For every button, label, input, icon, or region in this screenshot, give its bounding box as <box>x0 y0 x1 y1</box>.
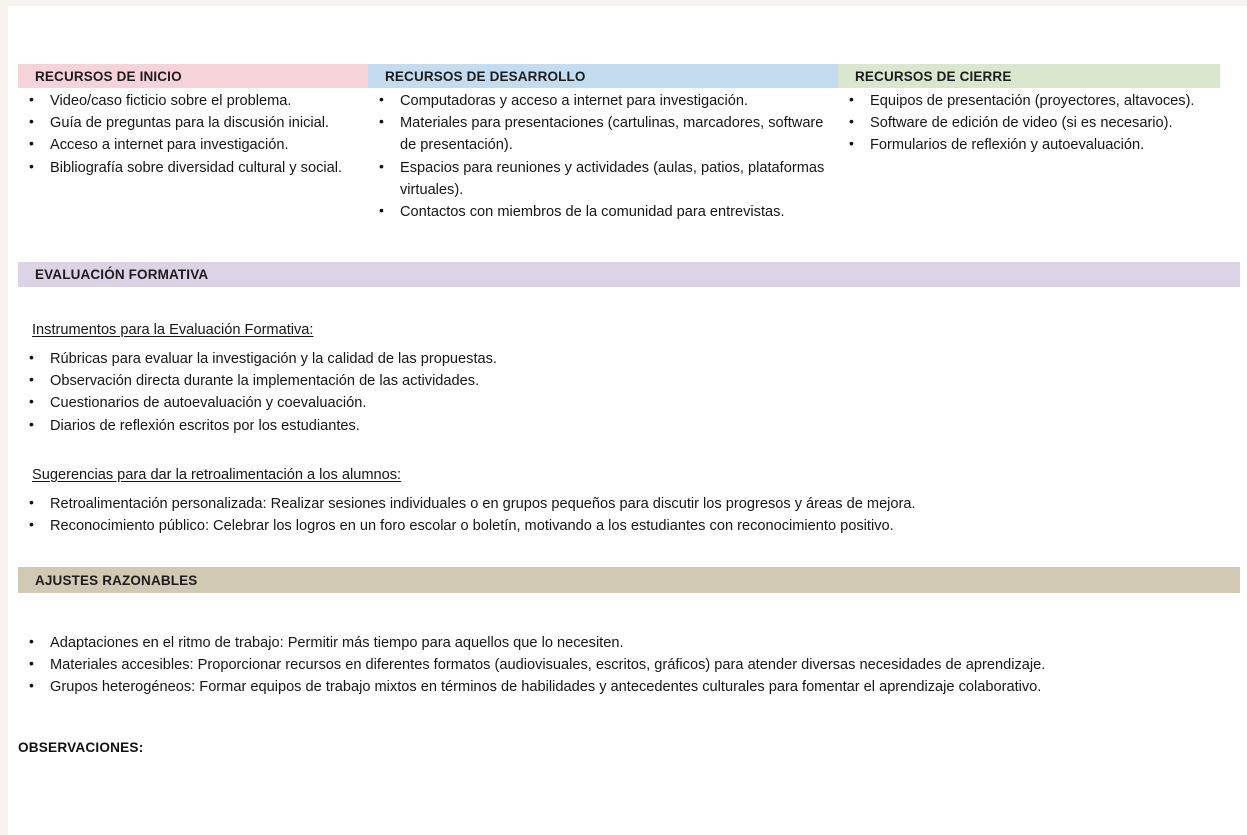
band-recursos-desarrollo <box>368 64 838 88</box>
band-title-evaluacion-formativa: EVALUACIÓN FORMATIVA <box>35 267 209 282</box>
band-ajustes-razonables <box>18 567 1240 593</box>
evaluacion-instrumentos-block <box>18 321 1218 437</box>
list-item: • Observación directa durante la implementación de las actividades. <box>18 370 1218 392</box>
observaciones-label: OBSERVACIONES: <box>18 740 144 755</box>
evaluacion-sugerencias-list <box>18 493 1233 537</box>
resources-column-cierre <box>838 90 1228 157</box>
resources-list-desarrollo <box>368 90 838 223</box>
list-item: • Rúbricas para evaluar la investigación y la calidad de las propuestas. <box>18 348 1218 370</box>
band-recursos-inicio <box>18 64 368 88</box>
ajustes-razonables-block <box>18 632 1233 699</box>
list-item: • Computadoras y acceso a internet para investigación. <box>368 90 838 112</box>
band-title-recursos-desarrollo: RECURSOS DE DESARROLLO <box>385 68 586 84</box>
list-item: • Diarios de reflexión escritos por los estudiantes. <box>18 415 1218 437</box>
list-item: • Materiales para presentaciones (cartulinas, marcadores, software de presentación). <box>368 112 838 156</box>
list-item: • Formularios de reflexión y autoevaluación. <box>838 134 1228 156</box>
ajustes-razonables-list <box>18 632 1233 699</box>
band-evaluacion-formativa <box>18 262 1240 287</box>
evaluacion-sugerencias-label: Sugerencias para dar la retroalimentación a los alumnos: <box>32 467 402 483</box>
list-item: • Reconocimiento público: Celebrar los logros en un foro escolar o boletín, motivando a los estudiantes con reconocimiento positivo. <box>18 515 1233 537</box>
evaluacion-instrumentos-list <box>18 348 1218 437</box>
resources-list-inicio <box>18 90 368 179</box>
list-item: • Software de edición de video (si es necesario). <box>838 112 1228 134</box>
list-item: • Acceso a internet para investigación. <box>18 134 368 156</box>
band-recursos-cierre <box>838 64 1220 88</box>
list-item: • Espacios para reuniones y actividades (aulas, patios, plataformas virtuales). <box>368 157 838 201</box>
evaluacion-instrumentos-label: Instrumentos para la Evaluación Formativa: <box>32 322 314 338</box>
document-page <box>8 6 1247 835</box>
band-title-recursos-inicio: RECURSOS DE INICIO <box>35 68 182 84</box>
evaluacion-instrumentos-heading <box>18 321 1218 339</box>
list-item: • Contactos con miembros de la comunidad para entrevistas. <box>368 201 838 223</box>
list-item: • Cuestionarios de autoevaluación y coevaluación. <box>18 392 1218 414</box>
evaluacion-sugerencias-heading <box>18 466 1233 484</box>
list-item: • Guía de preguntas para la discusión inicial. <box>18 112 368 134</box>
list-item: • Video/caso ficticio sobre el problema. <box>18 90 368 112</box>
list-item: • Retroalimentación personalizada: Realizar sesiones individuales o en grupos pequeños para discutir los progresos y áreas de mejora. <box>18 493 1233 515</box>
resources-list-cierre <box>838 90 1228 157</box>
resources-column-inicio <box>18 90 368 179</box>
list-item: • Equipos de presentación (proyectores, altavoces). <box>838 90 1228 112</box>
list-item: • Materiales accesibles: Proporcionar recursos en diferentes formatos (audiovisuales, escritos, gráficos) para atender diversas necesidades de aprendizaje. <box>18 654 1233 676</box>
resources-column-desarrollo <box>368 90 838 223</box>
evaluacion-sugerencias-block <box>18 466 1233 537</box>
band-title-ajustes-razonables: AJUSTES RAZONABLES <box>35 572 198 588</box>
list-item: • Grupos heterogéneos: Formar equipos de trabajo mixtos en términos de habilidades y antecedentes culturales para fomentar el aprendizaje colaborativo. <box>18 676 1233 698</box>
band-title-recursos-cierre: RECURSOS DE CIERRE <box>855 68 1012 84</box>
list-item: • Adaptaciones en el ritmo de trabajo: Permitir más tiempo para aquellos que lo necesiten. <box>18 632 1233 654</box>
list-item: • Bibliografía sobre diversidad cultural y social. <box>18 157 368 179</box>
